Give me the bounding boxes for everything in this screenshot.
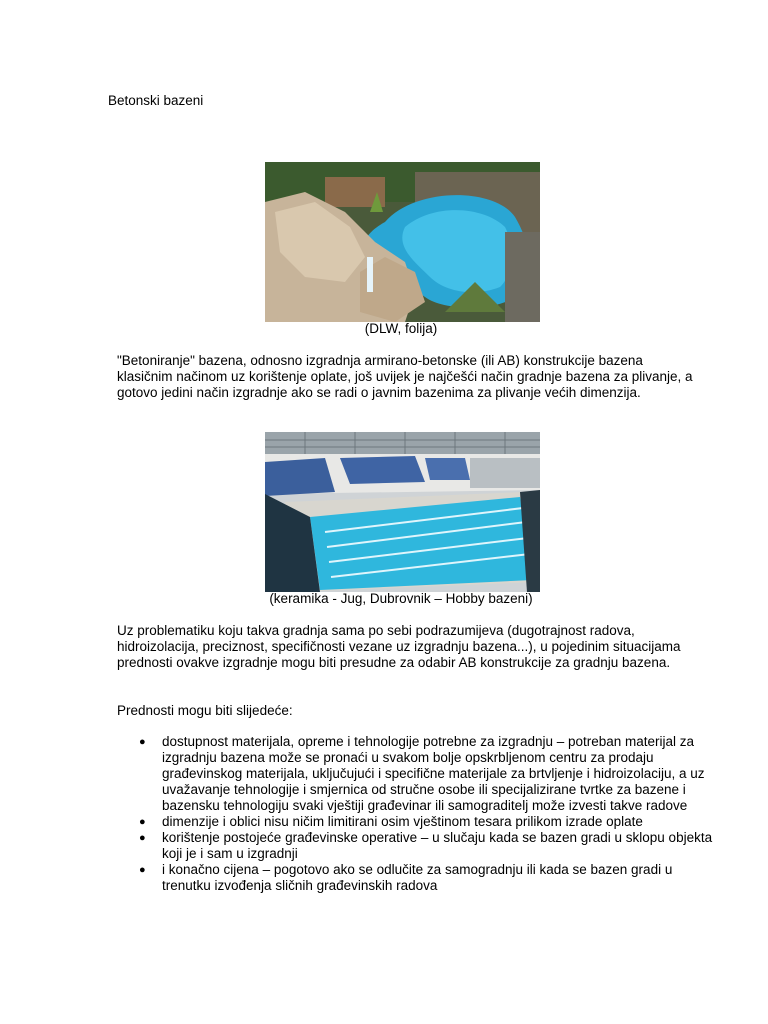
list-item-text: korištenje postojeće građevinske operative – u slučaju kada se bazen gradi u sklopu objekta koji je i sam u izgradnji: [162, 830, 713, 861]
list-item: [117, 830, 717, 862]
bullet-icon: ●: [139, 736, 146, 748]
problems-paragraph: Uz problematiku koju takva gradnja sama po sebi podrazumijeva (dugotrajnost radova, hidroizolacija, preciznost, specifičnosti vezane uz izgradnju bazena...), u pojedinim situacijama prednosti ovakve izgradnje mogu biti presudne za odabir AB konstrukcije za gradnju bazena.: [117, 623, 681, 670]
indoor-pool-photo: [265, 432, 540, 592]
rock-pool-photo: [265, 162, 540, 322]
advantages-list: [117, 734, 717, 894]
list-item: [117, 734, 717, 814]
list-item: [117, 862, 717, 894]
photo2-caption: (keramika - Jug, Dubrovnik – Hobby bazeni): [269, 591, 533, 606]
document-title: Betonski bazeni: [108, 93, 204, 108]
list-item-text: dimenzije i oblici nisu ničim limitirani osim vještinom tesara prilikom izrade oplate: [162, 814, 643, 829]
intro-paragraph: "Betoniranje" bazena, odnosno izgradnja armirano-betonske (ili AB) konstrukcije bazena klasičnim načinom uz korištenje oplate, još uvijek je najčešći način gradnje bazena za plivanje, a gotovo jedini način izgradnje ako se radi o javnim bazenima za plivanje većih dimenzija.: [117, 353, 693, 400]
bullet-icon: ●: [139, 832, 146, 844]
bullet-icon: ●: [139, 816, 146, 828]
bullet-icon: ●: [139, 864, 146, 876]
list-item: [117, 814, 717, 830]
photo1-caption: (DLW, folija): [364, 321, 438, 336]
advantages-heading: Prednosti mogu biti slijedeće:: [117, 703, 293, 718]
list-item-text: dostupnost materijala, opreme i tehnologije potrebne za izgradnju – potreban materijal za izgradnju bazena može se pronaći u svakom bolje opskrbljenom centru za prodaju građevinskog materijala, uključujući i specifične materijale za brtvljenje i hidroizolaciju, a uz uvažavanje tehnologije i smjernica od stručne osobe ili specijalizirane tvrtke za bazene i bazensku tehnologiju svaki vještiji građevinar ili samograditelj može izvesti takve radove: [162, 734, 705, 813]
list-item-text: i konačno cijena – pogotovo ako se odlučite za samogradnju ili kada se bazen gradi u trenutku izvođenja sličnih građevinskih radova: [162, 862, 673, 893]
